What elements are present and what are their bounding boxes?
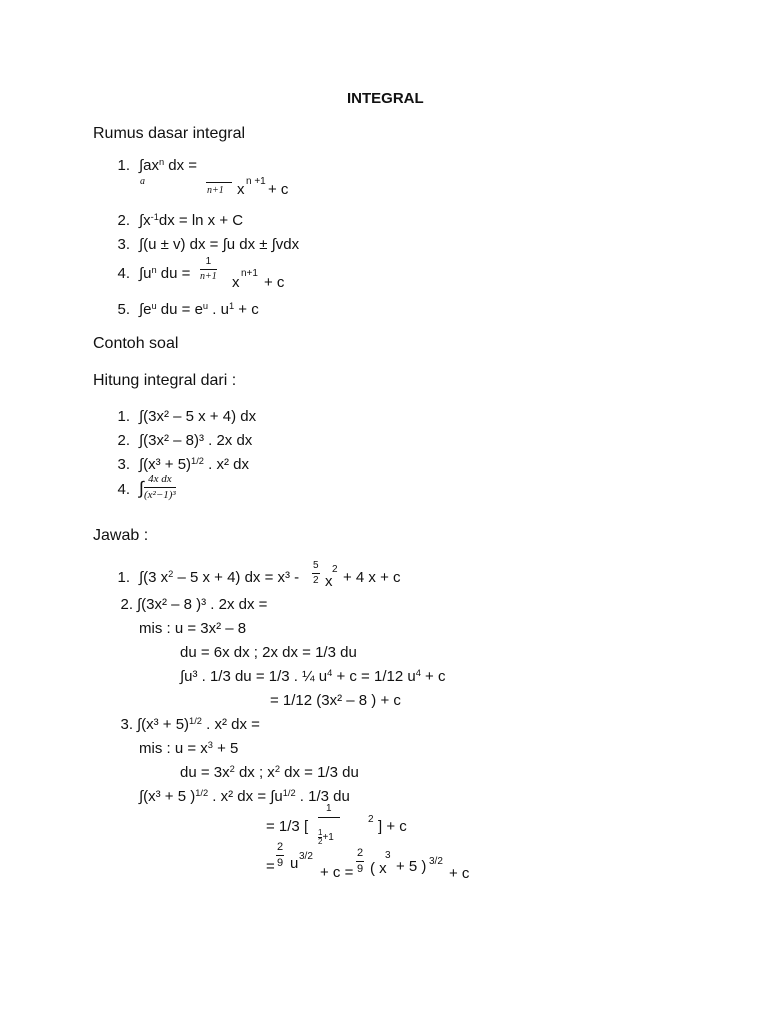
fraction-numerator: 5 (313, 560, 319, 571)
rumus-5-g: + c (234, 301, 259, 318)
jawab-3-l5a: = 1/3 [ (266, 818, 309, 835)
jawab-1-x: x (325, 573, 333, 590)
jawab-1-exp: 2 (168, 568, 174, 579)
heading-hitung: Hitung integral dari : (93, 372, 237, 389)
list-number: 2. (120, 596, 133, 613)
rumus-5-b: u (151, 300, 157, 311)
small-frac-den: 2 (318, 837, 323, 846)
soal-2-text: ∫(3x² – 8)³ . 2x dx (139, 432, 253, 449)
heading-contoh: Contoh soal (93, 335, 179, 352)
jawab-3-l6-uexp: 3/2 (299, 851, 313, 862)
jawab-3-l6-paren: ( x (370, 860, 387, 877)
jawab-3-l4a: ∫(x³ + 5 ) (139, 788, 196, 805)
jawab-3-line-3 (180, 765, 359, 780)
soal-3-c: . x² dx (203, 456, 249, 473)
jawab-2-line-3: du = 6x dx ; 2x dx = 1/3 du (180, 644, 357, 661)
rumus-1-fraction-line (206, 182, 232, 183)
jawab-3-l6-eq: = (266, 858, 275, 875)
rumus-1-exp: n (158, 156, 165, 167)
rumus-4-text (139, 266, 190, 281)
list-number: 4. (117, 265, 130, 282)
jawab-3-l6-mid: + c = (320, 864, 354, 881)
jawab-3-l3b: 2 (229, 763, 235, 774)
soal-4-fraction (144, 474, 176, 501)
soal-3-exp: 1/2 (191, 455, 204, 466)
rumus-4-x: x (232, 274, 240, 291)
jawab-3-l5-den (318, 829, 334, 846)
rumus-2-text (139, 213, 243, 228)
jawab-3-l3e: dx = 1/3 du (279, 764, 359, 781)
jawab-3-l5b: ] + c (378, 818, 407, 835)
jawab-1-c: – 5 x + 4) dx = x³ - (173, 569, 300, 586)
jawab-3-l1a: ∫(x³ + 5) (137, 716, 190, 733)
rumus-5-e: . u (208, 301, 229, 318)
jawab-2-l4a: ∫u³ . 1/3 du = 1/3 . ¼ u (180, 668, 328, 685)
rumus-1-letter-a: a (140, 176, 145, 187)
small-frac-num: 1 (318, 828, 323, 837)
jawab-3-l5-num: 1 (326, 803, 332, 814)
fraction-numerator: 4x dx (148, 473, 172, 485)
jawab-3-l3a: du = 3x (180, 764, 230, 781)
list-number: 1. (117, 408, 130, 425)
rumus-5-text (139, 302, 259, 317)
fraction-numerator: 2 (277, 841, 284, 853)
rumus-1-text (139, 158, 197, 173)
list-number: 3. (120, 716, 133, 733)
fraction-denominator: 9 (357, 863, 364, 875)
rumus-5-c: du = e (156, 301, 203, 318)
heading-rumus: Rumus dasar integral (93, 125, 246, 142)
jawab-2-line-2: mis : u = 3x² – 8 (139, 620, 247, 637)
list-number: 2. (117, 212, 130, 229)
fraction-denominator: (x²−1)³ (144, 489, 176, 501)
jawab-3-line-2 (139, 741, 238, 756)
jawab-3-l4d: 1/2 (282, 787, 296, 798)
jawab-3-l5-den-c: +1 (322, 832, 334, 844)
jawab-3-l4e: . 1/3 du (295, 788, 350, 805)
fraction-denominator: n+1 (200, 271, 217, 282)
list-number: 3. (117, 456, 130, 473)
heading-jawab: Jawab : (93, 527, 149, 544)
rumus-1-c: dx = (164, 157, 198, 174)
rumus-2-rest: dx = ln x + C (158, 212, 244, 229)
jawab-3-line-4 (139, 789, 350, 804)
jawab-3-l6-fraction-1 (276, 842, 284, 869)
jawab-3-l3d: 2 (274, 763, 280, 774)
list-number: 1. (117, 569, 130, 586)
jawab-1-fraction (312, 561, 320, 586)
jawab-3-l2b: 3 (207, 739, 213, 750)
fraction-numerator: 1 (205, 256, 212, 267)
jawab-3-l5-two: 2 (368, 814, 374, 825)
list-number: 5. (117, 301, 130, 318)
jawab-2-l4d: 4 (415, 667, 421, 678)
jawab-3-l1b: 1/2 (189, 715, 202, 726)
jawab-3-l4b: 1/2 (195, 787, 209, 798)
integral-sign: ∫ (139, 478, 144, 498)
fraction-denominator: 9 (277, 857, 284, 869)
jawab-1-xexp: 2 (332, 564, 338, 575)
rumus-1-xexp: n +1 (246, 176, 266, 187)
rumus-1-x-letter: x (237, 181, 245, 198)
rumus-1-tail: + c (268, 181, 289, 198)
jawab-3-l4c: . x² dx = ∫u (208, 788, 283, 805)
fraction-denominator: 2 (313, 575, 319, 586)
jawab-3-l6-u: u (290, 855, 299, 872)
rumus-5-d: u (202, 300, 209, 311)
rumus-2-a: ∫x (139, 212, 151, 229)
jawab-3-l2c: + 5 (212, 740, 239, 757)
rumus-1-a: ∫ax (139, 157, 159, 174)
jawab-1-tail: + 4 x + c (343, 569, 401, 586)
jawab-1-a: ∫(3 x (139, 569, 169, 586)
jawab-1-text (139, 570, 299, 585)
rumus-4-c: du = (156, 265, 191, 282)
jawab-3-l6-fraction-2 (356, 848, 364, 875)
soal-1-text: ∫(3x² – 5 x + 4) dx (139, 408, 257, 425)
jawab-2-l4b: 4 (327, 667, 333, 678)
rumus-5-f: 1 (228, 300, 235, 311)
rumus-1-x (237, 182, 245, 197)
jawab-2-line-4 (180, 669, 445, 684)
rumus-1-den: n+1 (207, 185, 224, 196)
rumus-4-tail: + c (264, 274, 285, 291)
jawab-3-l6-three: 3 (385, 850, 391, 861)
jawab-2-line-5: = 1/12 (3x² – 8 ) + c (270, 692, 401, 709)
jawab-3-line-1 (137, 717, 260, 732)
soal-3-text (139, 457, 249, 472)
page-title: INTEGRAL (347, 90, 424, 107)
list-number: 1. (117, 157, 130, 174)
jawab-2-l4c: + c = 1/12 u (332, 668, 416, 685)
rumus-4-exp: n (151, 264, 157, 275)
rumus-4-fraction (200, 257, 217, 282)
fraction-numerator: 2 (357, 847, 364, 859)
rumus-2-exp: -1 (150, 211, 159, 222)
jawab-3-l1c: . x² dx = (201, 716, 260, 733)
jawab-3-l3c: dx ; x (234, 764, 275, 781)
jawab-3-l6-plus: + 5 ) (396, 858, 427, 875)
jawab-3-l6-exp: 3/2 (429, 856, 443, 867)
rumus-5-a: ∫e (139, 301, 152, 318)
list-number: 3. (117, 236, 130, 253)
jawab-3-l5-fraction-line (318, 817, 340, 818)
jawab-3-l6-tail: + c (449, 865, 470, 882)
rumus-3-text: ∫(u ± v) dx = ∫u dx ± ∫vdx (139, 236, 300, 253)
list-number: 4. (117, 481, 130, 498)
jawab-2-line-1: ∫(3x² – 8 )³ . 2x dx = (137, 596, 268, 613)
list-number: 2. (117, 432, 130, 449)
jawab-2-l4e: + c (420, 668, 446, 685)
jawab-3-l2a: mis : u = x (139, 740, 208, 757)
rumus-4-a: ∫u (139, 265, 152, 282)
rumus-4-xexp: n+1 (241, 268, 258, 279)
soal-3-a: ∫(x³ + 5) (139, 456, 192, 473)
